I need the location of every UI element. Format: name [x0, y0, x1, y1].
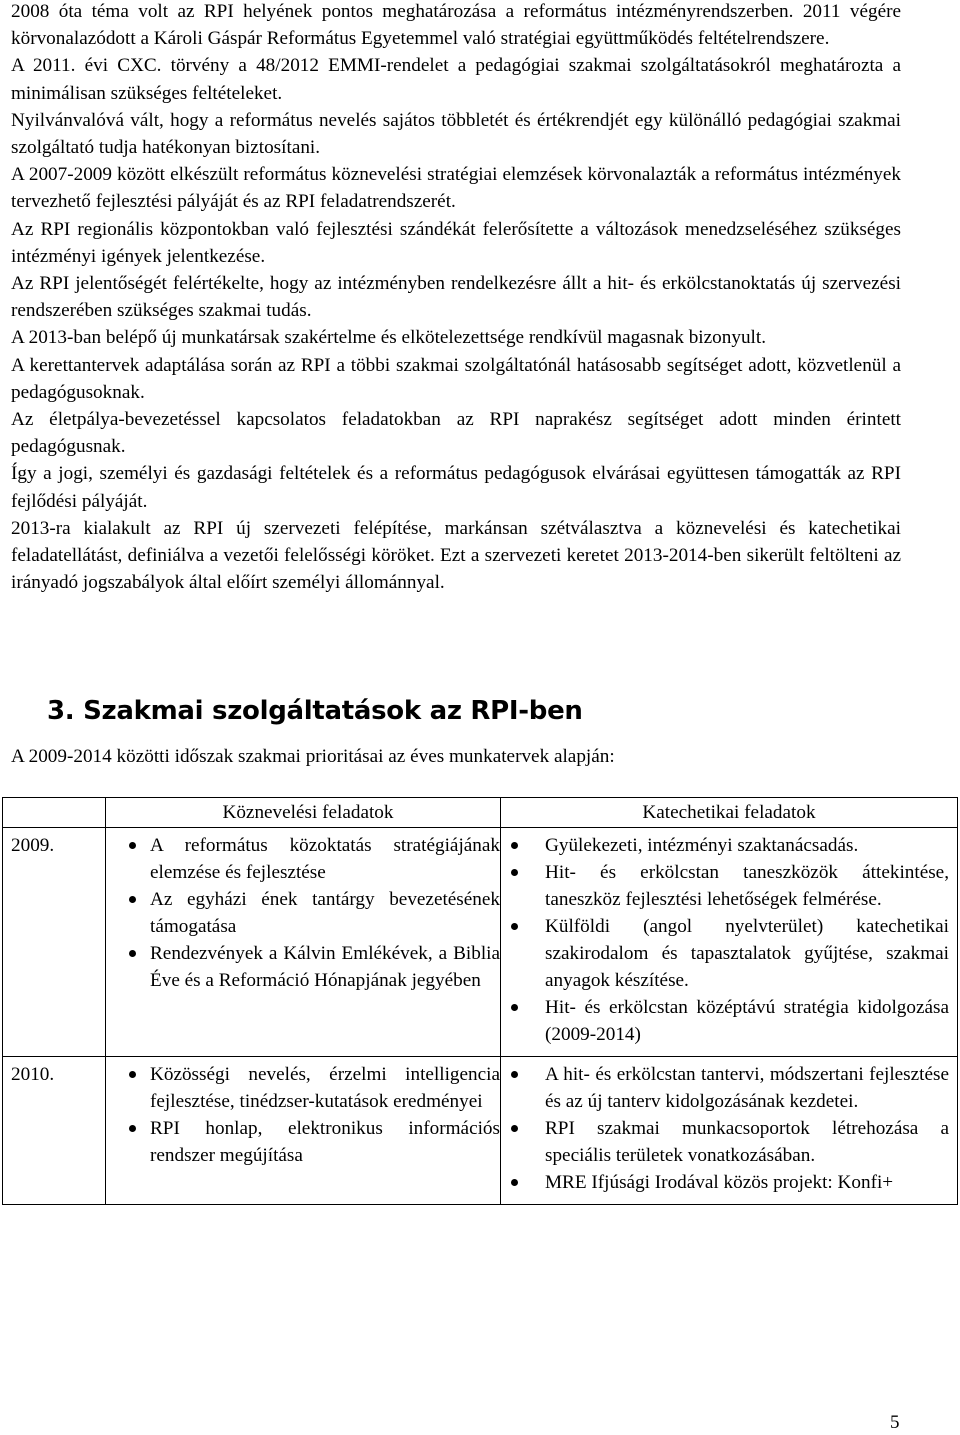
year-cell: 2010.: [3, 1057, 106, 1205]
header-katechetikai: Katechetikai feladatok: [501, 798, 958, 828]
list-item: MRE Ifjúsági Irodával közös projekt: Konfi+: [501, 1169, 957, 1196]
bullet-icon: [511, 869, 518, 876]
katechetikai-cell: [501, 828, 958, 1057]
year-cell: 2009.: [3, 828, 106, 1057]
bullet-icon: [129, 842, 136, 849]
section-intro: A 2009-2014 közötti időszak szakmai prioritásai az éves munkatervek alapján:: [11, 746, 615, 767]
list-item: Rendezvények a Kálvin Emlékévek, a Biblia Éve és a Reformáció Hónapjának jegyében: [106, 940, 500, 994]
list-item: Hit- és erkölcstan taneszközök áttekintése, taneszköz fejlesztési lehetőségek felmérése.: [501, 859, 957, 913]
bullet-icon: [129, 950, 136, 957]
table-row: [3, 828, 958, 1057]
katechetikai-cell: [501, 1057, 958, 1205]
priorities-table: [2, 797, 958, 1205]
list-item: Külföldi (angol nyelvterület) katechetikai szakirodalom és tapasztalatok gyűjtése, szakmai anyagok készítése.: [501, 913, 957, 994]
bullet-icon: [129, 1071, 136, 1078]
paragraph: A 2013-ban belépő új munkatársak szakértelme és elkötelezettsége rendkívül magasnak bizonyult.: [11, 327, 766, 349]
koznevelesi-cell: [106, 1057, 501, 1205]
table-header-row: [3, 798, 958, 828]
bullet-icon: [511, 1071, 518, 1078]
paragraph: A 2011. évi CXC. törvény a 48/2012 EMMI-rendelet a pedagógiai szakmai szolgáltatásokról meghatározta a minimálisan szükséges feltételeket.: [11, 55, 901, 104]
list-item: A református közoktatás stratégiájának elemzése és fejlesztése: [106, 832, 500, 886]
bullet-icon: [511, 1004, 518, 1011]
paragraph: Az RPI jelentőségét felértékelte, hogy az intézményben rendelkezésre állt a hit- és erkölcstanoktatás új szervezési rendszerében szükséges szakmai tudás.: [11, 273, 901, 322]
list-item: Az egyházi ének tantárgy bevezetésének támogatása: [106, 886, 500, 940]
list-item: Gyülekezeti, intézményi szaktanácsadás.: [501, 832, 957, 859]
bullet-icon: [129, 1125, 136, 1132]
bullet-icon: [511, 923, 518, 930]
paragraph: Így a jogi, személyi és gazdasági feltételek és a református pedagógusok elvárásai együttesen támogatták az RPI fejlődési pályáját.: [11, 463, 901, 512]
page-number: 5: [890, 1412, 900, 1433]
bullet-icon: [511, 1179, 518, 1186]
paragraph: 2013-ra kialakult az RPI új szervezeti felépítése, markánsan szétválasztva a köznevelési és katechetikai feladatellátást, definiálva a vezetői felelősségi köröket. Ezt a szervezeti keretet 2013-2014-ben sikerült feltölteni az irányadó jogszabályok által előírt személyi állománnyal.: [11, 517, 901, 594]
bullet-icon: [129, 896, 136, 903]
paragraph: Nyilvánvalóvá vált, hogy a református nevelés sajátos többletét és értékrendjét egy különálló pedagógiai szakmai szolgáltató tudja hatékonyan biztosítani.: [11, 109, 901, 159]
body-text: [11, 0, 901, 596]
paragraph: A kerettantervek adaptálása során az RPI a többi szakmai szolgáltatónál hatásosabb segítséget adott, közvetlenül a pedagógusoknak.: [11, 354, 901, 403]
paragraph: A 2007-2009 között elkészült református köznevelési stratégiai elemzések körvonalazták a református intézmények tervezhető fejlesztési pályáját és az RPI feladatrendszerét.: [11, 164, 901, 213]
header-koznevelesi: Köznevelési feladatok: [106, 798, 501, 828]
list-item: RPI szakmai munkacsoportok létrehozása a speciális területek vonatkozásában.: [501, 1115, 957, 1169]
paragraph: Az RPI regionális központokban való fejlesztési szándékát felerősítette a változások menedzseléséhez szükséges intézményi igények jelentkezése.: [11, 218, 901, 267]
header-year: [3, 798, 106, 828]
list-item: RPI honlap, elektronikus információs rendszer megújítása: [106, 1115, 500, 1169]
list-item: A hit- és erkölcstan tantervi, módszertani fejlesztése és az új tanterv kidolgozásának kezdetei.: [501, 1061, 957, 1115]
section-heading: 3. Szakmai szolgáltatások az RPI-ben: [47, 696, 583, 726]
table-row: [3, 1057, 958, 1205]
list-item: Hit- és erkölcstan középtávú stratégia kidolgozása (2009-2014): [501, 994, 957, 1048]
bullet-icon: [511, 1125, 518, 1132]
paragraph: 2008 óta téma volt az RPI helyének pontos meghatározása a református intézményrendszerben. 2011 végére körvonalazódott a Károli Gáspár Református Egyetemmel való stratégiai együttműködés feltételrendszere.: [11, 1, 901, 50]
list-item: Közösségi nevelés, érzelmi intelligencia fejlesztése, tinédzser-kutatások eredményei: [106, 1061, 500, 1115]
bullet-icon: [511, 842, 518, 849]
koznevelesi-cell: [106, 828, 501, 1057]
paragraph: Az életpálya-bevezetéssel kapcsolatos feladatokban az RPI naprakész segítséget adott minden érintett pedagógusnak.: [11, 409, 901, 458]
